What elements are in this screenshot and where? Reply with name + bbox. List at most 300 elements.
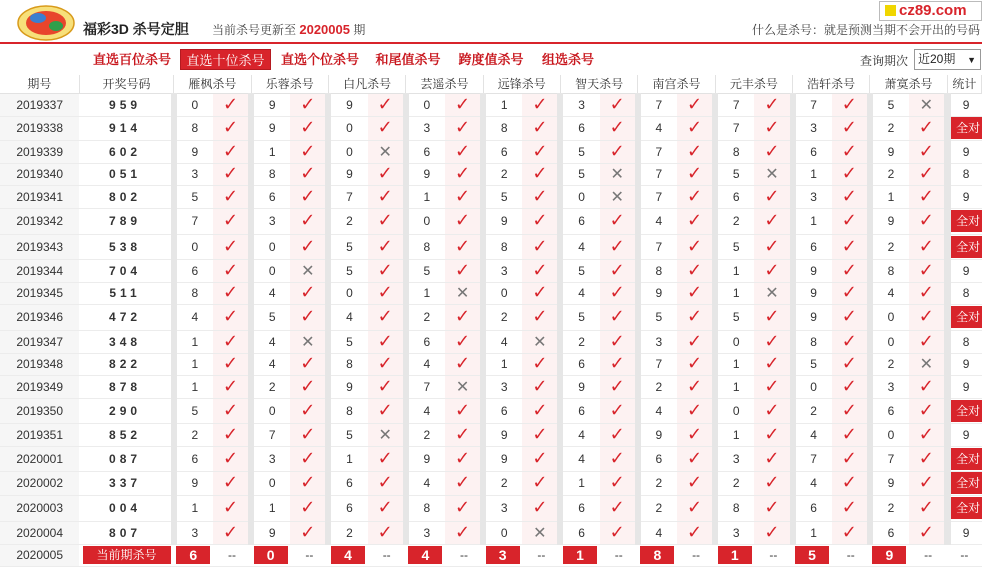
check-icon: ✓ xyxy=(222,375,239,396)
result-mark xyxy=(290,353,328,375)
check-icon: ✓ xyxy=(532,353,548,373)
draw-number: 914 xyxy=(79,116,173,140)
result-mark xyxy=(368,234,406,259)
kill-number: 1 xyxy=(328,446,367,471)
column-header-expert: 乐蓉杀号 xyxy=(251,75,328,93)
result-mark xyxy=(522,163,560,185)
check-icon: ✓ xyxy=(841,399,857,420)
table-row xyxy=(0,521,982,544)
kill-number: 5 xyxy=(715,163,754,185)
kill-number: 4 xyxy=(560,446,599,471)
result-mark xyxy=(600,208,638,234)
period-cell: 2020002 xyxy=(0,471,79,495)
cross-icon: ✕ xyxy=(378,143,392,161)
period-select-value: 近20期 xyxy=(918,52,956,66)
kill-number: 0 xyxy=(793,375,832,398)
check-icon: ✓ xyxy=(687,210,703,230)
column-header-expert: 雁枫杀号 xyxy=(174,75,251,93)
fucai-3d-logo-icon xyxy=(16,4,76,42)
result-mark xyxy=(600,282,638,304)
kill-number: 1 xyxy=(251,495,290,521)
draw-number: 051 xyxy=(79,163,173,185)
check-icon: ✓ xyxy=(532,185,548,206)
kill-number: 2 xyxy=(870,163,909,185)
kill-number: 4 xyxy=(638,398,677,423)
check-icon: ✓ xyxy=(222,472,239,492)
kill-number: 4 xyxy=(560,282,599,304)
kill-number: 2 xyxy=(483,163,522,185)
check-icon: ✓ xyxy=(687,235,703,256)
tab-hundreds-kill[interactable]: 直选百位杀号 xyxy=(92,52,171,67)
result-mark xyxy=(832,140,870,163)
stat-cell xyxy=(947,234,981,259)
kill-number: 4 xyxy=(793,423,832,446)
draw-number: 878 xyxy=(79,375,173,398)
kill-number: 6 xyxy=(560,495,599,521)
check-icon: ✓ xyxy=(841,353,857,373)
result-mark xyxy=(909,208,947,234)
cross-icon: ✕ xyxy=(301,262,315,280)
result-mark xyxy=(522,259,560,282)
result-mark xyxy=(213,398,251,423)
check-icon: ✓ xyxy=(764,521,780,542)
kill-number: 2 xyxy=(406,423,445,446)
kill-number: 2 xyxy=(638,375,677,398)
cross-icon: ✕ xyxy=(378,426,392,444)
cross-icon: ✕ xyxy=(919,356,934,373)
result-mark xyxy=(832,353,870,375)
empty-mark: -- xyxy=(368,544,406,566)
check-icon: ✓ xyxy=(841,306,857,326)
kill-number: 2 xyxy=(638,471,677,495)
kill-number: 0 xyxy=(328,140,367,163)
check-icon: ✓ xyxy=(222,447,239,468)
period-cell: 2019349 xyxy=(0,375,79,398)
kill-number: 9 xyxy=(793,304,832,330)
kill-number: 4 xyxy=(406,398,445,423)
result-mark xyxy=(600,375,638,398)
result-mark xyxy=(213,304,251,330)
kill-number: 5 xyxy=(328,234,367,259)
current-kill-number: 8 xyxy=(640,546,674,564)
result-mark xyxy=(677,282,715,304)
result-mark xyxy=(677,93,715,116)
draw-number: 789 xyxy=(79,208,173,234)
result-mark xyxy=(600,93,638,116)
update-suffix: 期 xyxy=(353,23,366,37)
kill-number: 1 xyxy=(715,259,754,282)
table-header xyxy=(0,75,982,93)
check-icon: ✓ xyxy=(454,163,471,183)
check-icon: ✓ xyxy=(454,423,471,444)
check-icon: ✓ xyxy=(609,93,625,114)
result-mark xyxy=(600,259,638,282)
table-row xyxy=(0,495,982,521)
draw-number: 852 xyxy=(79,423,173,446)
check-icon: ✓ xyxy=(222,497,239,517)
kill-number: 9 xyxy=(174,471,213,495)
kill-number: 3 xyxy=(406,116,445,140)
check-icon: ✓ xyxy=(222,399,239,420)
current-kill-number: 4 xyxy=(331,546,365,564)
kill-number: 4 xyxy=(560,234,599,259)
draw-number: 704 xyxy=(79,259,173,282)
check-icon: ✓ xyxy=(300,375,316,396)
check-icon: ✓ xyxy=(377,399,393,420)
check-icon: ✓ xyxy=(687,140,703,161)
kill-number: 5 xyxy=(406,259,445,282)
kill-number: 5 xyxy=(560,304,599,330)
result-mark xyxy=(832,375,870,398)
kill-number: 8 xyxy=(174,282,213,304)
kill-number: 8 xyxy=(406,495,445,521)
check-icon: ✓ xyxy=(609,140,625,161)
check-icon: ✓ xyxy=(532,306,548,326)
result-mark xyxy=(909,471,947,495)
result-mark xyxy=(522,116,560,140)
draw-number: 511 xyxy=(79,282,173,304)
result-mark xyxy=(368,423,406,446)
result-mark xyxy=(522,521,560,544)
result-mark xyxy=(677,140,715,163)
check-icon: ✓ xyxy=(532,472,548,492)
period-cell: 2019345 xyxy=(0,282,79,304)
check-icon: ✓ xyxy=(687,375,703,396)
check-icon: ✓ xyxy=(300,282,316,302)
empty-mark: -- xyxy=(832,544,870,566)
current-kill-number: 1 xyxy=(563,546,597,564)
check-icon: ✓ xyxy=(609,423,625,444)
check-icon: ✓ xyxy=(454,235,471,256)
kill-number: 2 xyxy=(251,375,290,398)
kill-number: 5 xyxy=(793,353,832,375)
result-mark xyxy=(368,330,406,353)
check-icon: ✓ xyxy=(300,521,316,542)
result-mark xyxy=(445,330,483,353)
current-kill-number: 4 xyxy=(408,546,442,564)
result-mark xyxy=(213,353,251,375)
kill-number: 7 xyxy=(406,375,445,398)
cross-icon: ✕ xyxy=(610,188,624,206)
period-cell: 2019337 xyxy=(0,93,79,116)
result-mark xyxy=(522,398,560,423)
check-icon: ✓ xyxy=(609,375,625,396)
check-icon: ✓ xyxy=(609,282,625,302)
kill-number: 8 xyxy=(251,163,290,185)
result-mark xyxy=(832,234,870,259)
check-icon: ✓ xyxy=(687,472,703,492)
kill-number: 1 xyxy=(793,208,832,234)
column-header-expert: 白凡杀号 xyxy=(328,75,405,93)
result-mark xyxy=(290,521,328,544)
kill-number: 3 xyxy=(251,208,290,234)
query-label: 查询期次 xyxy=(860,54,909,68)
result-mark xyxy=(290,304,328,330)
stat-cell: 9 xyxy=(947,93,981,116)
kill-number: 7 xyxy=(638,93,677,116)
kill-number: 7 xyxy=(638,163,677,185)
cross-icon: ✕ xyxy=(919,96,934,114)
kill-number: 8 xyxy=(483,234,522,259)
check-icon: ✓ xyxy=(222,330,239,351)
check-icon: ✓ xyxy=(222,423,239,444)
kill-number: 9 xyxy=(251,93,290,116)
kill-number: 4 xyxy=(793,471,832,495)
kill-number: 2 xyxy=(870,353,909,375)
kill-number: 1 xyxy=(406,282,445,304)
update-status xyxy=(212,21,365,38)
result-mark xyxy=(445,163,483,185)
result-mark xyxy=(832,330,870,353)
result-mark xyxy=(368,521,406,544)
check-icon: ✓ xyxy=(687,399,703,420)
check-icon: ✓ xyxy=(764,447,780,468)
check-icon: ✓ xyxy=(222,282,239,302)
check-icon: ✓ xyxy=(687,93,703,114)
check-icon: ✓ xyxy=(377,306,393,326)
current-kill-cell xyxy=(870,544,909,566)
check-icon: ✓ xyxy=(764,472,780,492)
result-mark xyxy=(600,495,638,521)
check-icon: ✓ xyxy=(222,185,239,206)
update-prefix: 当前杀号更新至 xyxy=(212,23,297,37)
kill-number: 2 xyxy=(560,330,599,353)
check-icon: ✓ xyxy=(764,140,780,161)
draw-number: 538 xyxy=(79,234,173,259)
all-correct-badge: 全对 xyxy=(951,210,982,232)
kill-number: 9 xyxy=(174,140,213,163)
table-row xyxy=(0,471,982,495)
check-icon: ✓ xyxy=(918,140,934,161)
table-row xyxy=(0,353,982,375)
kill-number: 0 xyxy=(174,93,213,116)
result-mark xyxy=(290,446,328,471)
result-mark xyxy=(909,353,947,375)
kill-number: 9 xyxy=(251,521,290,544)
site-name: cz89.com xyxy=(899,2,967,19)
kill-number: 0 xyxy=(328,116,367,140)
column-header-expert: 智天杀号 xyxy=(560,75,637,93)
kill-number: 8 xyxy=(328,353,367,375)
check-icon: ✓ xyxy=(454,210,471,230)
result-mark xyxy=(909,304,947,330)
tab-bar xyxy=(0,44,982,75)
check-icon: ✓ xyxy=(454,521,471,542)
table-row xyxy=(0,282,982,304)
current-kill-number: 1 xyxy=(718,546,752,564)
result-mark xyxy=(368,398,406,423)
check-icon: ✓ xyxy=(300,353,316,373)
column-header-expert: 元丰杀号 xyxy=(715,75,792,93)
table-row xyxy=(0,304,982,330)
result-mark xyxy=(754,471,792,495)
kill-number: 6 xyxy=(638,446,677,471)
kill-number-hint: 什么是杀号：就是预测当期不会开出的号码 xyxy=(751,23,980,37)
result-mark xyxy=(754,495,792,521)
kill-number: 3 xyxy=(174,521,213,544)
kill-number: 2 xyxy=(406,304,445,330)
result-mark xyxy=(677,353,715,375)
result-mark xyxy=(909,140,947,163)
table-row xyxy=(0,259,982,282)
current-kill-cell xyxy=(328,544,367,566)
result-mark xyxy=(213,282,251,304)
result-mark xyxy=(600,185,638,208)
check-icon: ✓ xyxy=(609,259,625,280)
check-icon: ✓ xyxy=(300,93,316,114)
table-row xyxy=(0,330,982,353)
site-link[interactable] xyxy=(879,1,982,21)
check-icon: ✓ xyxy=(918,330,934,351)
result-mark xyxy=(754,375,792,398)
result-mark xyxy=(832,398,870,423)
kill-number: 7 xyxy=(793,93,832,116)
draw-number: 472 xyxy=(79,304,173,330)
table-row xyxy=(0,423,982,446)
period-cell: 2020004 xyxy=(0,521,79,544)
stat-cell xyxy=(947,304,981,330)
column-header-expert: 远锋杀号 xyxy=(483,75,560,93)
check-icon: ✓ xyxy=(687,306,703,326)
result-mark xyxy=(677,521,715,544)
check-icon: ✓ xyxy=(532,423,548,444)
kill-number: 1 xyxy=(483,93,522,116)
tab-units-kill[interactable]: 直选个位杀号 xyxy=(280,52,359,67)
check-icon: ✓ xyxy=(764,117,780,137)
result-mark xyxy=(368,208,406,234)
result-mark xyxy=(600,116,638,140)
kill-number: 9 xyxy=(328,163,367,185)
result-mark xyxy=(754,304,792,330)
result-mark xyxy=(368,495,406,521)
check-icon: ✓ xyxy=(609,399,625,420)
check-icon: ✓ xyxy=(687,521,703,542)
empty-mark: -- xyxy=(754,544,792,566)
tab-sum-tail-kill[interactable]: 和尾值杀号 xyxy=(375,52,441,67)
check-icon: ✓ xyxy=(454,353,471,373)
check-icon: ✓ xyxy=(532,259,548,280)
check-icon: ✓ xyxy=(300,210,316,230)
kill-number: 1 xyxy=(715,353,754,375)
kill-number: 5 xyxy=(560,163,599,185)
kill-number: 7 xyxy=(638,185,677,208)
result-mark xyxy=(832,446,870,471)
kill-number: 6 xyxy=(793,495,832,521)
check-icon: ✓ xyxy=(609,330,625,351)
result-mark xyxy=(213,163,251,185)
check-icon: ✓ xyxy=(454,447,471,468)
check-icon: ✓ xyxy=(841,423,857,444)
kill-number: 6 xyxy=(483,398,522,423)
result-mark xyxy=(832,163,870,185)
result-mark xyxy=(522,375,560,398)
check-icon: ✓ xyxy=(454,185,471,206)
kill-number: 0 xyxy=(483,521,522,544)
tab-group-kill[interactable]: 组选杀号 xyxy=(541,52,594,67)
current-kill-cell xyxy=(251,544,290,566)
result-mark xyxy=(522,234,560,259)
period-cell: 2019340 xyxy=(0,163,79,185)
result-mark xyxy=(290,471,328,495)
result-mark xyxy=(522,208,560,234)
result-mark xyxy=(368,304,406,330)
period-select[interactable] xyxy=(914,49,981,70)
result-mark xyxy=(754,234,792,259)
check-icon: ✓ xyxy=(532,497,548,517)
check-icon: ✓ xyxy=(454,330,471,351)
check-icon: ✓ xyxy=(300,423,316,444)
check-icon: ✓ xyxy=(841,330,857,351)
kill-number: 5 xyxy=(483,185,522,208)
current-kill-number: 6 xyxy=(176,546,210,564)
check-icon: ✓ xyxy=(687,117,703,137)
check-icon: ✓ xyxy=(687,163,703,183)
draw-number: 959 xyxy=(79,93,173,116)
header xyxy=(0,0,982,44)
check-icon: ✓ xyxy=(454,93,471,114)
kill-number: 0 xyxy=(406,93,445,116)
result-mark xyxy=(754,116,792,140)
cross-icon: ✕ xyxy=(455,285,470,302)
cross-icon: ✕ xyxy=(765,285,779,302)
period-cell: 2020003 xyxy=(0,495,79,521)
result-mark xyxy=(909,185,947,208)
check-icon: ✓ xyxy=(764,210,780,230)
kill-number: 4 xyxy=(638,116,677,140)
table-row xyxy=(0,234,982,259)
result-mark xyxy=(290,398,328,423)
check-icon: ✓ xyxy=(300,185,316,206)
check-icon: ✓ xyxy=(764,497,780,517)
period-cell: 2019346 xyxy=(0,304,79,330)
kill-number: 0 xyxy=(328,282,367,304)
current-kill-cell xyxy=(483,544,522,566)
kill-number: 5 xyxy=(715,234,754,259)
column-header-expert: 萧寞杀号 xyxy=(870,75,947,93)
result-mark xyxy=(600,521,638,544)
check-icon: ✓ xyxy=(841,259,857,280)
result-mark xyxy=(600,330,638,353)
stat-cell: 9 xyxy=(947,375,981,398)
period-cell: 2020001 xyxy=(0,446,79,471)
current-kill-number: 0 xyxy=(254,546,288,564)
kill-number: 6 xyxy=(560,521,599,544)
kill-number: 0 xyxy=(483,282,522,304)
kill-number: 9 xyxy=(870,140,909,163)
check-icon: ✓ xyxy=(764,306,780,326)
kill-number: 2 xyxy=(174,423,213,446)
tab-tens-kill[interactable]: 直选十位杀号 xyxy=(180,49,271,70)
result-mark xyxy=(600,446,638,471)
draw-number: 087 xyxy=(79,446,173,471)
result-mark xyxy=(522,93,560,116)
kill-number: 4 xyxy=(328,304,367,330)
result-mark xyxy=(213,234,251,259)
tab-span-kill[interactable]: 跨度值杀号 xyxy=(458,52,524,67)
kill-number: 5 xyxy=(251,304,290,330)
result-mark xyxy=(445,259,483,282)
stat-cell: -- xyxy=(947,544,981,566)
result-mark xyxy=(600,234,638,259)
check-icon: ✓ xyxy=(222,521,239,542)
result-mark xyxy=(909,375,947,398)
draw-number: 807 xyxy=(79,521,173,544)
empty-mark: -- xyxy=(522,544,560,566)
check-icon: ✓ xyxy=(841,235,857,256)
result-mark xyxy=(522,495,560,521)
kill-number: 7 xyxy=(870,446,909,471)
result-mark xyxy=(677,185,715,208)
